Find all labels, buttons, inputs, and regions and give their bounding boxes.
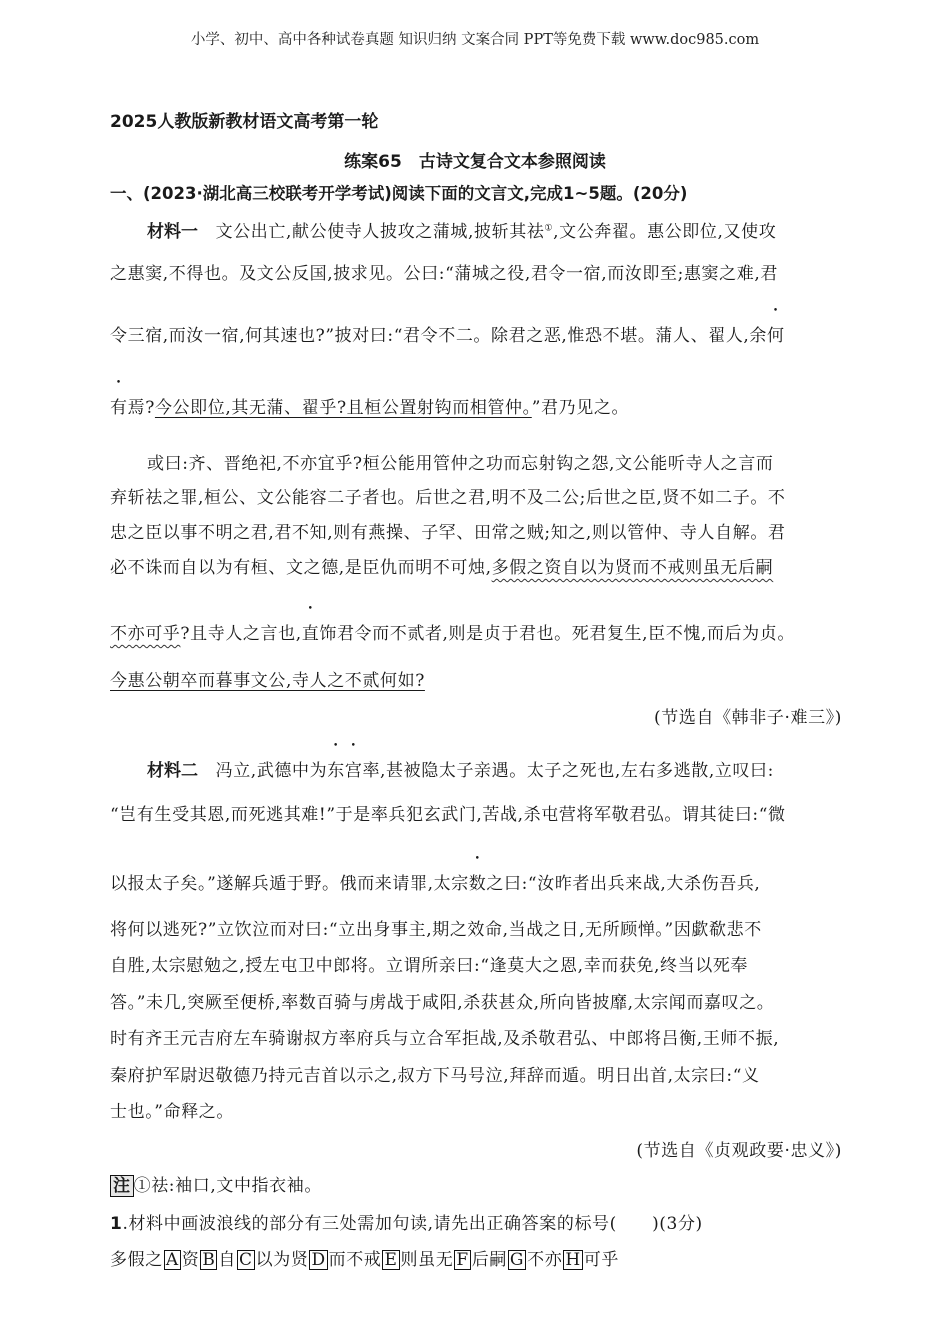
material2-line1: 材料二 冯立,武德中为东宫率,甚被隐太子亲遇。太子之死也,左右多逃散,立叹曰: (147, 756, 774, 781)
material1-line5: 或曰:齐、晋绝祀,不亦宜乎?桓公能用管仲之功而忘射钩之怨,文公能听寺人之言而 (147, 454, 774, 474)
material1-line2: 之惠窦,不得也。及文公反国,披求见。公曰:“蒲城之役,君令一宿,而汝即至;惠窦之难,君 (110, 264, 778, 284)
question-1-options: 多假之 A 资 B 自 C 以为贤 D 而不戒 E 则虽无 F 后嗣 G 不亦 H 可乎 (110, 1250, 619, 1270)
page-header: 小学、初中、高中各种试卷真题 知识归纳 文案合同 PPT等免费下载 www.doc985.com (190, 32, 760, 48)
question-1: 1.材料中画波浪线的部分有三处需加句读,请先出正确答案的标号( )(3分) (110, 1214, 703, 1234)
option-box-h[interactable]: H (565, 1250, 581, 1270)
material2-line9: 士也。”命释之。 (110, 1102, 234, 1122)
book-title: 2025人教版新教材语文高考第一轮 (110, 112, 379, 132)
underlined-sentence: 今公即位,其无蒲、翟乎?且桓公置射钩而相管仲。 (154, 398, 532, 418)
material2-line6: 答。”未几,突厥至便桥,率数百骑与虏战于咸阳,杀获甚众,所向皆披靡,太宗闻而嘉叹之。 (110, 993, 775, 1013)
question-intro: 一、(2023·湖北高三校联考开学考试)阅读下面的文言文,完成1~5题。(20分) (110, 184, 688, 203)
option-box-g[interactable]: G (509, 1250, 525, 1270)
question-number: 1 (110, 1214, 123, 1234)
dotted-char: 有 (110, 398, 128, 418)
lesson-title: 练案65 古诗文复合文本参照阅读 (344, 152, 606, 172)
material2-source: (节选自《贞观政要·忠义》) (636, 1141, 842, 1161)
material2-line2: “岂有生受其恩,而死逃其难!”于是率兵犯玄武门,苦战,杀屯营将军敬君弘。谓其徒曰:“微 (110, 805, 786, 825)
material1-source: (节选自《韩非子·难三》) (654, 708, 842, 728)
wavy-underlined-text: 不亦可乎 (110, 624, 181, 644)
option-box-e[interactable]: E (384, 1250, 398, 1270)
underlined-sentence: 今惠公朝卒而暮事文公,寺人之不贰何如? (110, 671, 425, 691)
option-box-d[interactable]: D (311, 1250, 326, 1270)
material1-line7: 忠之臣以事不明之君,君不知,则有燕操、子罕、田常之贼;知之,则以管仲、寺人自解。君 (110, 523, 786, 543)
material1-line8: 必不诛而自以为有桓、文之德,是臣仇而明不可烛,多假之资自以为贤而不戒则虽无后嗣 (110, 558, 774, 578)
material1-label: 材料一 (147, 222, 198, 242)
dotted-char: 宫 (344, 761, 363, 781)
option-box-c[interactable]: C (239, 1250, 253, 1270)
option-box-a[interactable]: A (165, 1250, 179, 1270)
material1-line6: 弃斩祛之罪,桓公、文公能容二子者也。后世之君,明不及二公;后世之臣,贤不如二子。不 (110, 488, 786, 508)
footnote-ref: ① (544, 223, 554, 234)
material2-line8: 秦府护军尉迟敬德乃持元吉首以示之,叔方下马号泣,拜辞而遁。明日出首,太宗曰:“义 (110, 1066, 760, 1086)
dotted-char: 东 (327, 761, 345, 781)
material1-line4: 有焉?今公即位,其无蒲、翟乎?且桓公置射钩而相管仲。”君乃见之。 (110, 393, 629, 418)
dotted-char: 何 (767, 326, 785, 346)
note-tag: 注 (110, 1175, 134, 1197)
material2-line5: 自胜,太宗慰勉之,授左屯卫中郎将。立谓所亲曰:“逢莫大之恩,幸而获免,终当以死奉 (110, 956, 749, 976)
material2-line7: 时有齐王元吉府左车骑谢叔方率府兵与立合军拒战,及杀敬君弘、中郎将吕衡,王师不振, (110, 1029, 780, 1049)
material2-label: 材料二 (147, 761, 198, 781)
wavy-underlined-text: 多假之资自以为贤而不戒则虽无后嗣 (491, 558, 774, 578)
material1-line3: 令三宿,而汝一宿,何其速也?”披对曰:“君令不二。除君之恶,惟恐不堪。蒲人、翟人,余何 (110, 321, 785, 346)
material2-line4: 将何以逃死?”立饮泣而对曰:“立出身事主,期之效命,当战之日,无所顾惮。”因歔欷悲不 (110, 920, 762, 940)
option-box-b[interactable]: B (202, 1250, 216, 1270)
material1-line9: 不亦可乎?且寺人之言也,直饰君令而不贰者,则是贞于君也。死君复生,臣不愧,而后为贞。 (110, 619, 795, 644)
dotted-char: 数 (468, 874, 487, 894)
footnote: 注 ①祛:袖口,文中指衣袖。 (110, 1171, 322, 1197)
material2-line3: 以报太子矣。”遂解兵遁于野。俄而来请罪,太宗数之曰:“汝昨者出兵来战,大杀伤吾兵, (110, 869, 760, 894)
material1-line1: 材料一 文公出亡,献公使寺人披攻之蒲城,披斩其祛①,文公奔翟。惠公即位,又使攻 (147, 222, 777, 242)
dotted-char: 直 (301, 624, 320, 644)
option-box-f[interactable]: F (456, 1250, 469, 1270)
